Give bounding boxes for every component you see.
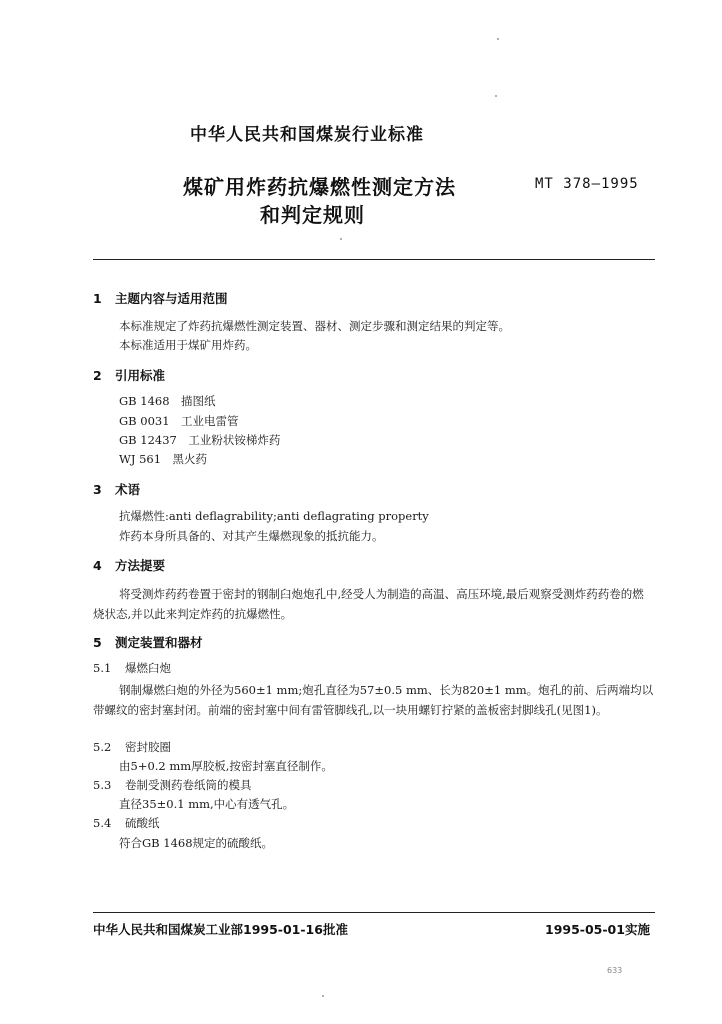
section-1-paragraph-1: 本标准规定了炸药抗爆燃性测定装置、器材、测定步骤和测定结果的判定等。 — [119, 319, 510, 333]
section-2-heading — [93, 366, 165, 384]
reference-item: GB 0031 工业电雷管 — [119, 414, 239, 428]
section-title: 引用标准 — [115, 368, 166, 383]
approval-line: 中华人民共和国煤炭工业部1995-01-16批准 — [93, 922, 348, 937]
subsection-5-1-heading — [93, 660, 171, 676]
subsection-5-3-heading — [93, 777, 252, 793]
footer-divider — [93, 912, 655, 913]
reference-item: WJ 561 黑火药 — [119, 452, 208, 466]
subsection-5-4-text: 符合GB 1468规定的硫酸纸。 — [119, 836, 274, 850]
standard-number: MT 378—1995 — [535, 176, 639, 192]
subsection-5-2-heading — [93, 739, 171, 755]
section-5-heading — [93, 633, 203, 651]
section-title: 方法提要 — [115, 558, 166, 573]
subsection-title: 硫酸纸 — [125, 816, 160, 830]
subsection-5-4-heading — [93, 815, 160, 831]
scan-speck — [495, 95, 497, 97]
section-title: 主题内容与适用范围 — [115, 291, 228, 306]
subsection-5-3-text: 直径35±0.1 mm,中心有透气孔。 — [119, 797, 295, 811]
section-1-paragraph-2: 本标准适用于煤矿用炸药。 — [119, 338, 257, 352]
scan-speck — [497, 38, 499, 40]
section-number: 4 — [93, 558, 102, 573]
subsection-5-1-text: 钢制爆燃臼炮的外径为560±1 mm;炮孔直径为57±0.5 mm、长为820±1 mm。炮孔的前、后两端均以带螺纹的密封塞封闭。前端的密封塞中间有雷管脚线孔,以一块用螺钉拧紧的盖板密封脚线孔(见图1)。 — [93, 683, 654, 717]
header-divider — [93, 259, 655, 260]
section-number: 5 — [93, 635, 102, 650]
section-number: 3 — [93, 482, 102, 497]
subsection-number: 5.2 — [93, 740, 112, 754]
section-4-heading — [93, 556, 165, 574]
section-title: 测定装置和器材 — [115, 635, 203, 650]
standard-organization: 中华人民共和国煤炭行业标准 — [190, 125, 424, 145]
scan-speck — [322, 995, 324, 997]
section-4-paragraph: 将受测炸药药卷置于密封的钢制臼炮炮孔中,经受人为制造的高温、高压环境,最后观察受测炸药药卷的燃烧状态,并以此来判定炸药的抗爆燃性。 — [93, 587, 644, 621]
document-title-line2: 和判定规则 — [260, 203, 365, 227]
scan-speck — [340, 238, 342, 240]
section-1-heading — [93, 289, 228, 307]
term-definition-title: 抗爆燃性:anti deflagrability;anti deflagrating property — [119, 509, 429, 523]
page-number: 633 — [607, 966, 623, 975]
subsection-number: 5.3 — [93, 778, 112, 792]
section-title: 术语 — [115, 482, 141, 497]
section-number: 1 — [93, 291, 102, 306]
subsection-number: 5.4 — [93, 816, 112, 830]
implementation-date: 1995-05-01实施 — [545, 922, 650, 937]
subsection-title: 密封胶圈 — [125, 740, 171, 754]
reference-item: GB 12437 工业粉状铵梯炸药 — [119, 433, 281, 447]
subsection-title: 卷制受测药卷纸筒的模具 — [125, 778, 252, 792]
section-number: 2 — [93, 368, 102, 383]
subsection-5-2-text: 由5+0.2 mm厚胶板,按密封塞直径制作。 — [119, 759, 333, 773]
subsection-number: 5.1 — [93, 661, 112, 675]
subsection-title: 爆燃臼炮 — [125, 661, 171, 675]
section-3-heading — [93, 480, 140, 498]
document-title-line1: 煤矿用炸药抗爆燃性测定方法 — [183, 175, 456, 199]
term-definition-text: 炸药本身所具备的、对其产生爆燃现象的抵抗能力。 — [119, 529, 384, 543]
reference-item: GB 1468 描图纸 — [119, 394, 216, 408]
